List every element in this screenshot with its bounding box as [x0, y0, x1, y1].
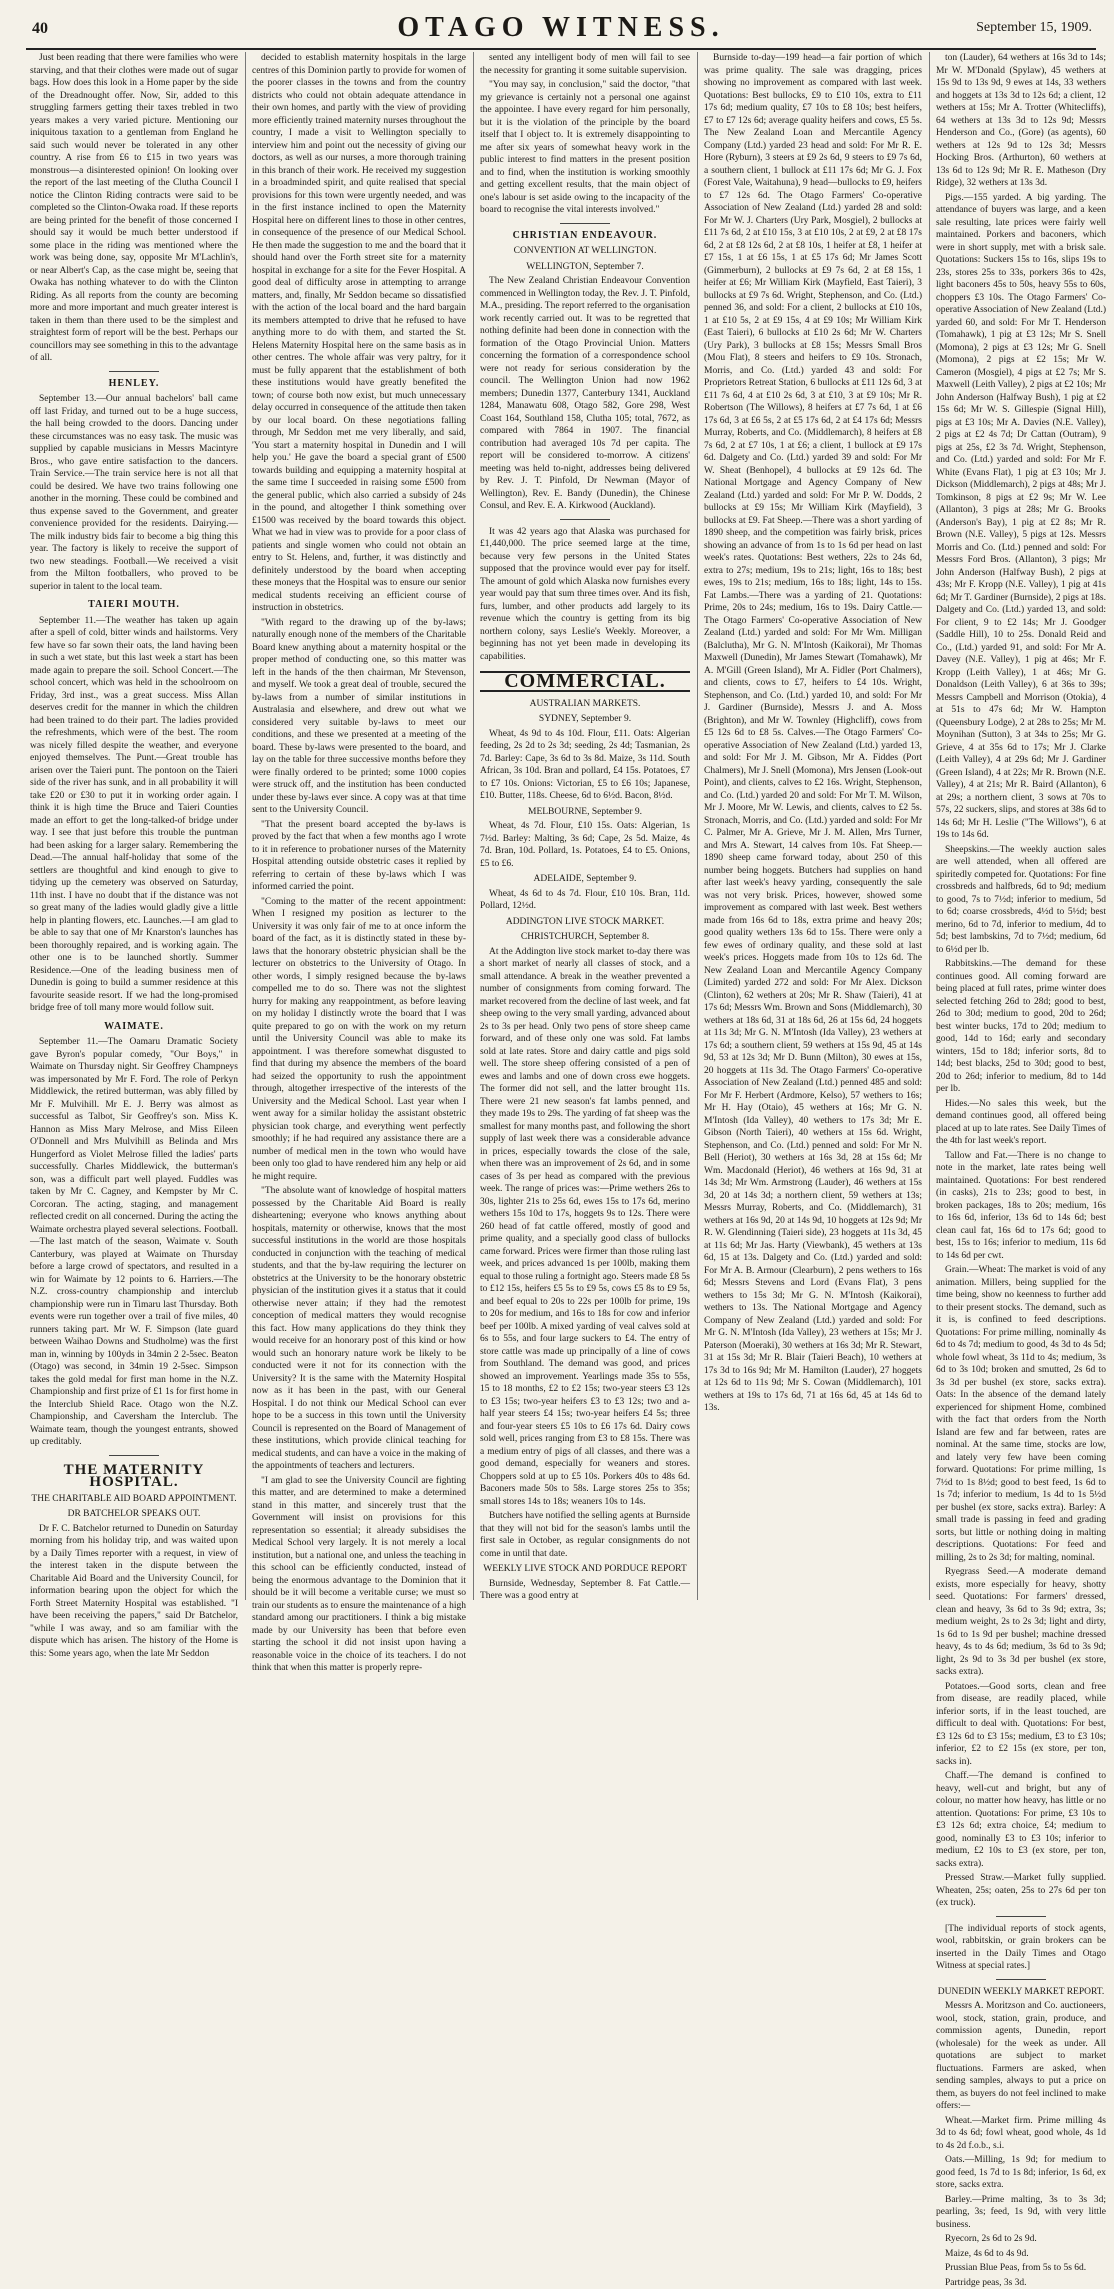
section-heading: HENLEY. — [30, 378, 238, 391]
dateline: ADELAIDE, September 9. — [480, 873, 690, 886]
section-heading: WAIMATE. — [30, 1021, 238, 1034]
column-rule — [473, 52, 474, 1600]
column-rule — [245, 52, 246, 1600]
dateline: MELBOURNE, September 9. — [480, 806, 690, 819]
divider — [996, 1916, 1046, 1917]
market-report: Sheepskins.—The weekly auction sales are well attended, when all offered are spiritedly competed for. Quotations: For fine crossbreds and halfbreds, 6d to 9d; medium to good, 7s to 7½d; inferior to medium, 5d to 6d; coarse crossbreds, 4½d to 5½d; best merino, 6d to 7d, inferior to medium, 4d to 5d; best lambskins, 7d to 7½d; medium, 6d to 6½d per lb. — [936, 844, 1106, 957]
market-report: Partridge peas, 3s 3d. — [936, 2277, 1106, 2289]
dateline: WELLINGTON, September 7. — [480, 261, 690, 274]
divider — [560, 519, 610, 520]
column-3 — [480, 52, 690, 1602]
article-subheading: WEEKLY LIVE STOCK AND PORDUCE REPORT — [480, 1563, 690, 1576]
market-report: Wheat, 4s 6d to 4s 7d. Flour, £10 10s. Bran, 11d. Pollard, 12½d. — [480, 888, 690, 913]
section-heading: CHRISTIAN ENDEAVOUR. — [480, 230, 690, 243]
market-report: Wheat, 4s 7d. Flour, £10 15s. Oats: Algerian, 1s 7½d. Barley: Malting, 3s 6d; Cape, 2s 5d. Maize, 4s 7d. Bran, 10d. Pollard, 1s. Potatoes, £4 to £5. Onions, £5 to £6. — [480, 820, 690, 870]
article-headline: THE MATERNITY HOSPITAL. — [30, 1464, 238, 1489]
article-paragraph: September 11.—The Oamaru Dramatic Society gave Byron's popular comedy, "Our Boys," in Waimate on Thursday night. Sir Geoffrey Champneys was impersonated by Mr F. Ford. The role of Perkyn Middlewick, the retired butterman, was ably filled by Mr F. Mulvihill. Mr E. J. Berry was almost as successful as Talbot, Sir Geoffrey's son. Miss K. Hannon as Miss Mary Melrose, and Miss Eileen O'Donnell and Mrs Mulvihill as Belinda and Mrs Hungerford as Violet Melrose filled the ladies' parts successfully. Charles Middlewick, the butterman's son, was a difficult part well played. Fuddles was taken by Mr C. Cagney, and Kempster by Mr C. Corcoran. The acting, staging, and management reflected credit on all concerned. During the acting the Waimate orchestra played several selections. Football.—The last match of the season, Waimate v. South Canterbury, was played at Waimate on Thursday before a large crowd of spectators, and resulted in a win for Waimate by 12 points to 6. Harriers.—The N.Z. cross-country championship and interclub championship were run in Timaru last Thursday. Both events were run together over a trail of five miles, 40 runners taking part. Mr W. F. Simpson (late guard between Waihao Downs and Studholme) was the first man in, winning by 100yds in 34min 2 2-5sec. Beaton (Otago) was second, in 34min 19 2-5sec. Simpson takes the gold medal for first man home in the N.Z. Championship and first prize of £1 1s for first home in the Interclub Shield Race. Otago won the N.Z. Championship, and Caversham the Interclub. The Waimate team, though the youngest entrants, showed up creditably. — [30, 1036, 238, 1449]
article-subheading: AUSTRALIAN MARKETS. — [480, 698, 690, 711]
commercial-headline: COMMERCIAL. — [480, 671, 690, 692]
article-paragraph: "That the present board accepted the by-laws is proved by the fact that when a few months ago I wrote to it in reference to probationer nurses of the Maternity Hospital attending outside obstetric cases it replied by referring to certain of these by-laws which I was informed carried the point. — [252, 819, 466, 894]
article-paragraph: "Coming to the matter of the recent appointment: When I resigned my position as lecturer to the University it was only fair of me to at once inform the board of the fact, as it is distinctly stated in these by-laws that the honorary obstetric physician shall be the lecturer on obstetrics to the University of Otago. In other words, I simply resigned because the by-laws compelled me to do so. There was not the slightest hurry for making any reappointment, as before leaving on my holiday I distinctly wrote the board that I was quite prepared to go on with the work on my return until the University Council was able to make its appointment. I was therefore somewhat disgusted to find that during my absence the members of the board had seized the opportunity to rush the appointment through, altogether irrespective of the interests of the University and the Medical School. Last year when I went away for a similar holiday the assistant obstetric physician took charge, and everything went perfectly smoothly; if he had required any assistance there are a number of medical men in the town who would have been only too glad to have rendered him any help or aid he might require. — [252, 896, 466, 1184]
market-report: Barley.—Prime malting, 3s to 3s 3d; pearling, 3s; feed, 1s 9d, with very little business. — [936, 2194, 1106, 2232]
article-paragraph: The New Zealand Christian Endeavour Convention commenced in Wellington today, the Rev. J. T. Pinfold, M.A., presiding. The report referred to the organisation work recently carried out. It was to be regretted that nothing definite had been done in connection with the formation of the Otago Provincial Union. Matters concerning the formation of a correspondence school were not ready for serious consideration by the council. The Wellington Union had now 1962 members; Dunedin 1377, Canterbury 1341, Auckland 1284, Manawatu 608, Otago 582, Gore 298, West Coast 164, Southland 158, Clutha 105; total, 7672, as compared with 7864 in 1907. The financial contribution had averaged 10s 7d per capita. The report will be considered to-morrow. A citizens' meeting was held to-night, addresses being delivered by Rev. J. T. Pinfold, Dr Newman (Mayor of Wellington), Rev. E. Bandy (Dunedin), the Chinese Consul, and Rev. E. A. Kirkwood (Auckland). — [480, 275, 690, 513]
article-subheading: THE CHARITABLE AID BOARD APPOINTMENT. — [30, 1493, 238, 1506]
column-2 — [252, 52, 466, 1602]
newspaper-title: OTAGO WITNESS. — [26, 12, 1096, 44]
divider — [560, 223, 610, 224]
page-number: 40 — [32, 20, 48, 38]
article-paragraph: "You may say, in conclusion," said the doctor, "that my grievance is certainly not a personal one against the appointee. I have every regard for him personally, but it is the violation of the principle by the board itself that I object to. It is extremely disappointing to me after six years of somewhat heavy work in the public interest to find matters in the present position and to find, when the institution is working smoothly and getting excellent results, that the main object of one's labour is set aside owing to the incapacity of the board to recognise the vital interests involved." — [480, 79, 690, 217]
article-paragraph: It was 42 years ago that Alaska was purchased for £1,440,000. The price seemed large at the time, because very few persons in the United States supposed that the province would ever pay for itself. The amount of gold which Alaska now furnishes every year would pay that sum three times over. And its fish, furs, lumber, and other products add largely to its revenue which the country is getting from its big northern colony, says Leslie's Weekly. Moreover, a beginning has not yet been made in developing its capabilities. — [480, 526, 690, 664]
market-report: Burnside, Wednesday, September 8. Fat Cattle.—There was a good entry at — [480, 1578, 690, 1603]
column-1 — [30, 52, 238, 1602]
article-paragraph: decided to establish maternity hospitals in the large centres of this Dominion partly to provide for women of the poorer classes in the towns and from the country districts who could not obtain adequate attendance in their own homes, and partly with the view of providing more efficiently trained maternity nurses throughout the country, I made a visit to Wellington specially to interview him and point out the necessity of giving our doctors, as well as our nurses, a more thorough training in this branch of their work. He received my suggestion in a broadminded spirit, and quite realised that special provisions for this town were urgently needed, and was in the first instance inclined to open the Maternity Hospital here on different lines to those in other centres, in consequence of the presence of our Medical School. He then made the suggestion to me and the board that it should hand over the Forth street site for a maternity hospital in exchange for a site for the Fever Hospital. A good deal of difficulty arose in attempting to arrange matters, and, finally, Mr Seddon became so dissatisfied with the action of the local board and the hard bargain its members attempted to drive that he refused to have anything more to do with them, and started the St. Helens Maternity Hospital here on the same basis as in other centres. The whole affair was very paltry, for it must be fully apparent that the establishment of both these institutions would have greatly benefited the town; of course both now exist, but much unnecessary delay occurred in consequence of the attitude then taken by our local board. On these negotiations falling through, Mr Seddon met me very liberally, and said, 'You start a maternity hospital in Dunedin and I will help you.' He gave the board a special grant of £500 towards building and equipping a maternity hospital at the same time I succeeded in raising some £500 from the general public, which also carried a subsidy of 24s in the pound, and altogether I think something over £1500 was received by the board towards this object. What we had in view was to provide for a poor class of patients and single women who could not obtain an entry to St. Helens, and, further, it was distinctly and definitely understood by the board when accepting these moneys that the Hospital was to ensure our senior medical students receiving an efficient course of instruction in obstetrics. — [252, 52, 466, 615]
market-report: Ryecorn, 2s 6d to 2s 9d. — [936, 2233, 1106, 2246]
market-report: Maize, 4s 6d to 4s 9d. — [936, 2248, 1106, 2261]
market-report: Oats.—Milling, 1s 9d; for medium to good feed, 1s 7d to 1s 8d; inferior, 1s 6d, ex store, sacks extra. — [936, 2154, 1106, 2192]
article-paragraph: September 11.—The weather has taken up again after a spell of cold, bitter winds and hailstorms. Very few have so far sown their oats, the land having been in such a wet state, but this last week a start has been made again to prepare the soil. School Concert.—The school concert, which was held in the schoolroom on Friday, 3rd inst., was a great success. Miss Allan deserves credit for the manner in which the children had been trained to do their part. The ladies provided the refreshments, which were of the best. The room was nicely filled despite the weather, and everyone enjoyed themselves. The Punt.—Great trouble has arisen over the Taieri punt. The pontoon on the Taieri side of the river has sunk, and in all probability it will take £20 or £30 to put it in working order again. I think it is high time the Bruce and Taieri Counties made an effort to get the long-talked-of bridge under way. I see that just before this trouble the puntman had been asking for a larger salary. Remembering the Dead.—The annual half-holiday that some of the settlers are thoughtful and kind enough to give to tidying up the cemetery was observed on Saturday, 11th inst. I have no doubt that if the distance was not so great many of the ladies would gladly give a little help in planting flowers, etc. Launches.—I am glad to be able to say that one of Mr Knarston's launches has been thoroughly repaired, and is working again. The other one is to be launched shortly. Summer Residence.—One of the leading business men of Dunedin is going to build a summer residence at this favourite seaside resort. If we had the long-promised bridge free of toll many more would follow suit. — [30, 615, 238, 1015]
market-report: At the Addington live stock market to-day there was a short market of nearly all classes of stock, and a small attendance. A break in the weather prevented a number of consignments from coming forward. The market recovered from the decline of last week, and fat sheep owing to the very small yarding, advanced about 2s to 3s per head. Only two pens of store sheep came forward, and of these only one was sold. Fat lambs sold at late rates. Store and dairy cattle and pigs sold well. The store sheep offering consisted of a pen of ewes and lambs and one of down cross ewe hoggets. The former did not sell, and the latter brought 11s. There were 21 new season's fat lambs penned, and they made 19s to 29s. The yarding of fat sheep was the smallest for many months past, and following the short supply of last week there was a considerable advance in prices, especially towards the close of the sale, when there was an improvement of 2s 6d, and in some cases of 3s per head as compared with the previous week. The range of prices was:—Prime wethers 26s to 30s, lighter 21s to 25s 6d, ewes 15s to 17s 6d, merino wethers 15s 10d to 17s, hoggets 9s to 12s. There were 260 head of fat cattle offered, mostly of good and prime quality, and a specially good class of bullocks came forward. Prices were firmer than those ruling last week, and prices advanced 1s per 100lb, making them equal to those ruling a fortnight ago. Steers made £8 5s to £12 15s, heifers £5 5s to £9 5s, cows £5 8s to £9 5s, and beef equal to 20s to 22s per 100lb for prime, 19s to 20s for medium, and 16s to 18s for cow and inferior beef per 100lb. A mixed yarding of veal calves sold at 6s to 55s, and four large suckers to £4. The entry of store cattle was made up principally of a line of cows from Southland. The demand was good, and prices showed an improvement. Yearlings made 35s to 55s, 15 to 18 months, £2 to £2 15s; two-year steers £3 12s to £3 15s; two-year heifers £3 to £3 12s; two and a-half year steers £4 15s; two-year heifers £4 5s; three and four-year steers £5 10s to £6 17s 6d. Dairy cows sold well, prices ranging from £3 to £8 15s. There was a medium entry of pigs of all classes, and there was a good demand, especially for weaners and stores. Choppers sold at up to £5 10s. Porkers 40s to 48s 6d. Baconers made 50s to 58s. Large stores 25s to 35s; small stores 14s to 18s; weaners 10s to 14s. — [480, 946, 690, 1509]
article-subheading: ADDINGTON LIVE STOCK MARKET. — [480, 916, 690, 929]
market-report: Rabbitskins.—The demand for these continues good. All coming forward are being placed at full rates, prime winter does selected fetching 26d to 28d; good to best, 26d to 30d; medium to good, 20d to 26d; best winter bucks, 17d to 20d; medium to good, 14d to 16d; early and secondary winters, 15d to 18d; inferior sorts, 8d to 14d; best blacks, 25d to 30d; good to best, 20d to 26d; inferior to medium, 8d to 14d per lb. — [936, 958, 1106, 1096]
article-paragraph: Just been reading that there were families who were starving, and that their clothes were made out of sugar bags. How does this look in a Home paper by the side of the Dreadnought offer. Now, Sir, added to this struggling farmers getting their taxes trebled in two years makes a very varied picture. Mentioning our iniquitous taxation to a gentleman from England he said such would never be tolerated in any other country. A rise from £6 to £15 in two years was monstrous—a disinterested opinion! On looking over the report of the last meeting of the Clutha Council I notice the Clinton Riding contracts were said to be completed so the Clinton-Owaka road. If these reports are being printed for the benefit of those concerned I should say it would be much better understood if some place in the riding was mentioned where the work was being done, say, opposite Mr M'Lachlin's, or near Albert's Cap, as the case might be, seeing that Owaka has nothing whatever to do with the Clinton Riding. As all reports from the county are becoming more and more important and much greater interest is taken in them than there used to be the simplest and straightest form of report will be the best. Perhaps our councillors may see something in this to the advantage of all. — [30, 52, 238, 365]
market-report: Pigs.—155 yarded. A big yarding. The attendance of buyers was large, and a keen sale resulting, late prices were fairly well maintained. Porkers and baconers, which were in short supply, met with a brisk sale. Quotations: Suckers 15s to 16s, slips 19s to 23s, stores 25s to 33s, porkers 36s to 42s, light baconers 45s to 50s, heavy 55s to 60s, choppers £3 10s. The Otago Farmers' Co-operative Association of New Zealand (Ltd.) yarded 60, and sold: For Mr T. Henderson (Tomahawk), 1 pig at £3 12s; Mr S. Snell (Momona), 2 pigs at £3 12s; Mr G. Snell (Momona), 2 pigs at £2 15s; Mr W. Cameron (Mosgiel), 4 pigs at £2 7s; Mr S. Maxwell (Leith Valley), 2 pigs at £2 10s; Mr John Anderson (Halfway Bush), 1 pig at £2 15s 6d; Mr W. S. Gillespie (Signal Hill), pigs at £3 10s; Mr A. Davies (N.E. Valley), 2 pigs at £2 4s 7d; Dr Cattan (Outram), 9 pigs at 25s, £2 3s 7d. Wright, Stephenson, and Co. (Ltd.) yarded and sold: For Mr F. White (Evans Flat), 1 pig at £3 10s; Mr J. Dickson (Middlemarch), 2 pigs at 48s; Mr J. Tomkinson, 8 pigs at £2 9s; Mr W. Lee (Allanton), 3 pigs at 28s; Mr G. Brooks (Anderson's Bay), 1 pig at £2 8s; Mr R. Brown (N.E. Valley), 5 pigs at 12s. Messrs Morris and Co. (Ltd.) penned and sold: For Messrs Ford Bros. (Allanton), 3 pigs; Mr John Anderson (Halfway Bush), 2 pigs at 43s; Mr F. Kropp (N.E. Valley), 1 pig at 41s 6d; Mr T. Gardiner (Burnside), 2 pigs at 18s. Dalgety and Co. (Ltd.) yarded 13, and sold: For client, 9 to £2 14s; Mr J. Goodger (Saddle Hill), 10 to 25s. Donald Reid and Co., (Ltd.) yarded 91, and sold: For Mr A. Davey (N.E. Valley), 1 pig at 46s; Mr F. Kropp (Leith Valley), 1 at 46s; Mr G. Donaldson (Leith Valley), 6 at 36s to 39s; Messrs Campbell and Morrison (Otokia), 4 at 51s to 47s 6d; Mr W. Hampton (Queensbury Lodge), 2 at 28s to 25s; Mr M. Moynihan (Sutton), 3 at 34s to 25s; Mr G. Grieve, 4 at 35s 6d to 17s; Mr J. Clarke (Leith Valley), 4 at 29s 6d; Mr J. Gardiner (Green Island), 4 at 22s; Mr R. Brown (N.E. Valley), 4 at 21s; Mr R. Baird (Allanton), 6 at 29s; a northern client, 3 sows at 70s to 57s, 22 suckers, slips, and stores at 38s 6d to 14s 6d; Mr H. Leslie ("The Willows"), 6 at 19s to 14s 6d. — [936, 192, 1106, 842]
article-subheading: CONVENTION AT WELLINGTON. — [480, 245, 690, 258]
column-rule — [697, 52, 698, 1600]
divider — [109, 371, 159, 372]
issue-date: September 15, 1909. — [976, 20, 1092, 36]
divider — [996, 1979, 1046, 1980]
dateline: CHRISTCHURCH, September 8. — [480, 931, 690, 944]
market-report: Prussian Blue Peas, from 5s to 5s 6d. — [936, 2262, 1106, 2275]
market-report: Pressed Straw.—Market fully supplied. Wheaten, 25s; oaten, 25s to 27s 6d per ton (ex truck). — [936, 1872, 1106, 1910]
dateline: SYDNEY, September 9. — [480, 713, 690, 726]
article-subheading: DUNEDIN WEEKLY MARKET REPORT. — [936, 1986, 1106, 1999]
article-subheading: DR BATCHELOR SPEAKS OUT. — [30, 1508, 238, 1521]
article-paragraph: "With regard to the drawing up of the by-laws; naturally enough none of the members of the Charitable Board knew anything about a maternity hospital or the proper method of conducting one, so this matter was left in the hands of the then chairman, Mr Stevenson, and myself. We took a great deal of trouble, secured the by-laws from a number of similar institutions in Australasia and elsewhere, and drew out what we considered very suitable by-laws to meet our conditions, and these we presented at a meeting of the board. These by-laws were presented to the board, and lay on the table for three successive months before they were finally ordered to be printed; some 1000 copies were struck off, and the institution has been conducted under these by-laws ever since. A copy was at that time sent to the University Council. — [252, 617, 466, 817]
market-report: Tallow and Fat.—There is no change to note in the market, late rates being well maintained. Quotations: For best rendered (in casks), 21s to 23s; good to best, in broken packages, 18s to 20s; medium, 16s to 16s 6d, inferior, 13s 6d to 14s 6d; best clean caul fat, 16s 6d to 17s 6d; good to best, 15s to 16s; inferior to medium, 11s 6d to 14s 6d per cwt. — [936, 1150, 1106, 1263]
market-report: Hides.—No sales this week, but the demand continues good, all offered being placed at up to late rates. See Daily Times of the 4th for last week's report. — [936, 1098, 1106, 1148]
divider — [109, 1455, 159, 1456]
market-report: Wheat.—Market firm. Prime milling 4s 3d to 4s 6d; fowl wheat, good whole, 4s 1d to 4s 2d f.o.b., s.i. — [936, 2115, 1106, 2153]
editorial-note: [The individual reports of stock agents, wool, rabbitskin, or grain brokers can be inserted in the Daily Times and Otago Witness at special rates.] — [936, 1923, 1106, 1973]
article-paragraph: Dr F. C. Batchelor returned to Dunedin on Saturday morning from his holiday trip, and was waited upon by a Daily Times reporter with a request, in view of the interest taken in the dispute between the Charitable Aid Board and the University Council, for information bearing upon the object for which the Forth Street Maternity Hospital was established. "I have been receiving the papers," said Dr Batchelor, "while I was away, and so am familiar with the dispute which has arisen. The history of the Home is this: Some years ago, when the late Mr Seddon — [30, 1523, 238, 1661]
column-5 — [936, 52, 1106, 1602]
article-paragraph: sented any intelligent body of men will fail to see the necessity for granting it some suitable supervision. — [480, 52, 690, 77]
article-paragraph: "The absolute want of knowledge of hospital matters possessed by the Charitable Aid Board is really disheartening; everyone who knows anything about hospitals, maternity or otherwise, knows that the most successful institutions in the world are those hospitals conducted in conjunction with the teaching of medical students, and that the by-law requiring the lecturer on obstetrics at the University to be the honorary obstetric physician of the institution gives it a status that it could otherwise never attain; if they had the remotest conception of medical matters they would recognise this fact. How many applications do they think they would receive for an honorary post of this kind or how would such an honorary nature work be likely to be conducted were it not for its connection with the University? It is the same with the Maternity Hospital now as it has been in the past, with our General Hospital. I do not think our Medical School can ever hope to be a success in this town until the University Council is represented on the Board of Management of these institutions, which provide clinical teaching for medical students, and can have a voice in the making of the appointments of teachers and lecturers. — [252, 1185, 466, 1473]
market-report: Messrs A. Moritzson and Co. auctioneers, wool, stock, station, grain, produce, and commission agents, Dunedin, report (wholesale) for the week as under. All quotations are subject to market fluctuations. Farmers are asked, when sending samples, always to put a price on them, as buyers do not feel inclined to make offers:— — [936, 2000, 1106, 2113]
market-report: Burnside to-day—199 head—a fair portion of which was prime quality. The sale was dragging, prices showing no improvement as compared with last week. Quotations: Best bullocks, £9 to £10 10s, extra to £11 17s 6d; medium quality, £7 10s to £8 10s; best heifers, £7 to £7 12s 6d; average quality heifers and cows, £5 5s. The New Zealand Loan and Mercantile Agency Company (Ltd.) yarded 23 head and sold: For Mr R. E. Hore (Ryburn), 3 steers at £9 2s 6d, 9 steers to £9 7s 6d, a southern client, 1 bullock at £11 17s 6d; Mr G. J. Fox (Forest Vale, Waitahuna), 9 head—bullocks to £9, heifers to £7 12s 6d. The Otago Farmers' Co-operative Association of New Zealand (Ltd.) yarded 28 and sold: For Mr W. J. Charters (Ury Park, Mosgiel), 2 bullocks at £11 7s 6d, 2 at £10 15s, 3 at £10 10s, 2 at £9, 2 at £8 17s 6d, 2 at £8 12s 6d, 2 at £8 10s, 1 heifer at £8, 1 heifer at £7 15s, 1 at £6 15s, 1 at £5 17s 6d; Mr James Scott (Gimmerburn), 2 bullocks at £9 7s 6d, 2 at £8 15s, 1 heifer at £6; Mr William Kirk (Mayfield, East Taieri), 3 bullocks at £9 7s 6d. Wright, Stephenson, and Co. (Ltd.) penned 36, and sold: For a client, 2 bullocks at £10 10s, 1 at £10 5s, 2 at £9 15s, 4 at £9 10s; Mr William Kirk (East Taieri), 6 bullocks at £10 2s 6d; Mr W. Charters (Ury Park), 3 bullocks at £8 15s; Messrs Small Bros (Mou Flat), 8 steers and heifers to £9 10s. Stronach, Morris, and Co. (Ltd.) yarded 43 and sold: For Proprietors Retreat Station, 6 bullocks at £11 12s 6d, 3 at £11 7s 6d, 4 at £10 2s 6d, 3 at £10, 3 at £9 10s; Mr R. Robertson (The Willows), 8 heifers at £7 7s 6d, 1 at £6 17s 6d, 3 at £6 5s, 2 at £5 17s 6d, 2 at £4 17s 6d; Messrs Murray, Roberts, and Co. (Middlemarch), 8 heifers at £8 7s 6d, 2 at £7 10s, 1 at £6; a client, 1 bullock at £9 17s 6d. Dalgety and Co. (Ltd.) yarded 39 and sold: For Mr W. Sheat (Benhopel), 4 bullocks at £9 12s 6d. The National Mortgage and Agency Company of New Zealand (Ltd.) yarded and sold: For Mr P. W. Dodds, 2 bullocks at £9 15s; Mr William Kirk (Mayfield), 3 bullocks at £9. Fat Sheep.—There was a short yarding of 1890 sheep, and the competition was fairly brisk, prices showing an advance of from 1s to 1s 6d per head on last week's rates. Quotations: Best wethers, 22s to 24s 6d, extra to 27s; medium, 19s to 21s; light, 16s to 18s; best ewes, 19s to 21s; medium, 16s to 18s; light, 14s to 15s. Fat Lambs.—There was a yarding of 21. Quotations: Prime, 20s to 24s; medium, 16s to 19s. Dairy Cattle.—The Otago Farmers' Co-operative Association of New Zealand (Ltd.) yarded and sold: For Mr Wm. Milligan (Balclutha), Mr G. N. M'Intosh (Kaikorai), Mr Thomas Maxwell (Dunedin), Mr James Stewart (Tomahawk), Mr A. M'Gill (Green Island), Mr A. Fidler (Port Chalmers), and clients, cows to £7, heifers to £4 10s. Wright, Stephenson, and Co. (Ltd.) yarded 10, and sold: For Mr J. Gardiner (Burnside), Messrs J. and A. Moss (Brighton), and Mr W. Townley (Highcliff), cows from £5 12s 6d to £8 5s. Calves.—The Otago Farmers' Co-operative Association of New Zealand (Ltd.) yarded 13, and sold: For Mr J. M. Gibson, Mr A. Fiddes (Port Chalmers), Mr J. Snell (Momona), Mrs Jensen (Look-out Point), and clients, calves to £2 16s. Wright, Stephenson, and Co. (Ltd.) yarded 20 and sold: For Mr T. M. Wilson, Mr J. Moore, Mr W. Lewis, and clients, calves to £2 5s. Stronach, Morris, and Co. (Ltd.) yarded and sold: For Mr C. Palmer, Mr A. Grieve, Mr J. M. Allen, Mrs Turner, and Mrs A. Stewart, 14 calves from 10s. Fat Sheep.—1890 sheep came forward today, about 250 of this number being hoggets. Butchers had supplies on hand after last week's heavy yarding, consequently the sale was not very brisk. Prices, however, showed some improvement as compared with last week. Best wethers made from 16s 6d to 18s, extra prime and heavy 20s; good quality wethers 13s 6d to 15s. There were only a few ewes of ordinary quality, and these sold at last week's prices. Hoggets made from 10s to 12s 6d. The New Zealand Loan and Mercantile Agency Company (Limited) yarded 272 and sold: For Mr Alex. Dickson (Clinton), 62 wethers at 20s; Mr R. Shaw (Taieri), 41 at 17s 6d; Messrs Wm. Brown and Sons (Middlemarch), 30 wethers at 18s 6d, 31 at 18s 6d, 26 at 15s 6d, 24 hoggets at 11s 3d; Mr G. N. M'Intosh (Ida Valley), 23 wethers at 17s 6d; a southern client, 59 wethers at 15s 9d, 45 at 14s 9d, 53 at 12s 3d; Mr D. Bunn (Milton), 30 ewes at 15s, 20 hoggets at 11s 3d. The Otago Farmers' Co-operative Association of New Zealand (Ltd.) penned 485 and sold: For Mr F. Herbert (Ardmore, Kelso), 57 wethers to 16s; Mr H. Hay (Otaio), 45 wethers at 16s; Mr G. N. M'Intosh (Ida Valley), 40 wethers to 17s 3d; Mr E. Gibson (North Taieri), 40 wethers at 15s 6d. Wright, Stephenson, and Co. (Ltd.) penned and sold: For Mr N. Bell (Heriot), 30 wethers at 16s 3d, 28 at 15s 6d; Mr Wm. Macdonald (Heriot), 46 wethers at 16s 9d, 31 at 14s 3d; Mr Wm. Armstrong (Lauder), 46 wethers at 15s 3d, 20 at 14s 3d; a northern client, 59 wethers at 13s; Messrs Murray, Roberts, and Co. (Middlemarch), 31 wethers at 16s 9d, 20 at 14s 9d, 10 hoggets at 12s 9d; Mr R. W. Glendinning (Taieri side), 23 hoggets at 11s 3d, 45 at 11s 6d; Mr Jas. Harty (Viewbank), 45 wethers at 13s 6d, 15 at 13s. Dalgety and Co. (Ltd.) yarded and sold: For Mr A. B. Armour (Clearburn), 2 pens wethers to 16s 6d; Messrs Stevens and Lord (Evans Flat), 3 pens wethers to 15s 3d; Mr G. N. M'Intosh (Kaikorai), wethers to 13s. The National Mortgage and Agency Company of New Zealand (Ltd.) yarded and sold: For Mr G. N. M'Intosh (Ida Valley), 23 wethers at 15s; Mr J. Paterson (Moeraki), 30 wethers at 16s 3d; Mr R. Stewart, 31 at 15s 3d; Mr R. Blair (Taieri Beach), 10 wethers at 17s 3d to 16s 9d; Mr M. Hamilton (Lauder), 27 hoggets at 12s 6d to 11s 9d; Mr S. Cowan (Middlemarch), 101 wethers at 19s to 17s 6d, 71 at 16s 6d, 45 at 14s 6d to 13s. — [704, 52, 922, 1415]
article-paragraph: September 13.—Our annual bachelors' ball came off last Friday, and turned out to be a huge success, the hall being crowded to the doors. Dancing under these circumstances was no easy task. The music was supplied by capable musicians in Messrs Macintyre Bros., who gave entire satisfaction to the dancers. Train Service.—The train service here is not all that could be desired. We have two trains following one another in the morning. These could be combined and thus expense saved to the Government, and greater convenience provided for the residents. Dairying.—The milk industry bids fair to become a big thing this year. The factory is likely to receive the support of two new steadings. Football.—We received a visit from the Milton footballers, who proved to be superior in talent to the local team. — [30, 393, 238, 593]
market-report: Wheat, 4s 9d to 4s 10d. Flour, £11. Oats: Algerian feeding, 2s 2d to 2s 3d; seeding, 2s 4d; Tasmanian, 2s 7d. Barley: Cape, 3s 6d to 3s 8d. Maize, 3s 11d. South African, 3s 10d. Bran and pollard, £4 15s. Potatoes, £7 to £7 10s. Onions: Victorian, £5 to £6 10s; Japanese, £10. Butter, 118s. Cheese, 6d to 6½d. Bacon, 8½d. — [480, 728, 690, 803]
market-report: Ryegrass Seed.—A moderate demand exists, more especially for heavy, shotty seed. Quotations: For farmers' dressed, clean and heavy, 3s 6d to 3s 9d; extra, 3s; medium weight, 2s to 2s 3d; light and dirty, 1s 6d to 1s 9d per bushel; machine dressed heavy, 4s to 4s 6d; medium, 3s 6d to 3s 9d; light, 2s 9d to 3s 3d per bushel (ex store, sacks extra). — [936, 1566, 1106, 1679]
market-report: Potatoes.—Good sorts, clean and free from disease, are readily placed, while inferior sorts, if in the least touched, are difficult to deal with. Quotations: For best, £3 12s 6d to £3 15s; medium, £3 to £3 10s; inferior, £2 to £2 15s (ex store, per ton, sacks in). — [936, 1681, 1106, 1769]
section-heading: TAIERI MOUTH. — [30, 599, 238, 612]
masthead — [26, 8, 1096, 50]
column-4 — [704, 52, 922, 1602]
article-paragraph: "I am glad to see the University Council are fighting this matter, and are determined to make a determined stand in this matter, and sincerely trust that the Government will insist on provisions for this representation so essential; it already subsidises the Medical School very largely. It is not merely a local institution, but a national one, and unless the teaching in this school can be efficiently conducted, instead of being the enormous advantage to the Dominion that it should be it will become a veritable curse; we must so train our students as to ensure the maintenance of a high standard among our practitioners. I think a big mistake made by our University has been that before even starting the school it did not insist upon having a reasonable voice in the choice of its teachers. I do not think that when this matter is properly repre- — [252, 1475, 466, 1675]
article-paragraph: Butchers have notified the selling agents at Burnside that they will not bid for the season's lambs until the first sale in October, as regular consignments do not come in until that date. — [480, 1510, 690, 1560]
market-report: ton (Lauder), 64 wethers at 16s 3d to 14s; Mr W. M'Donald (Spylaw), 45 wethers at 15s 9d to 13s 9d, 9 ewes at 14s, 33 wethers and hoggets at 13s 3d to 12s 6d; a client, 12 wethers at 15s; Mr A. Trotter (Whitecliffs), 64 wethers at 13s 3d to 12s 9d; Messrs Henderson and Co., (Gore) (as agents), 60 wethers at 12s 9d to 12s 3d; Messrs Hocking Bros. (Arthurton), 60 wethers at 13s 6d to 12s 9d; Mr R. E. Matheson (Dry Ridge), 32 wethers at 13s 3d. — [936, 52, 1106, 190]
market-report: Grain.—Wheat: The market is void of any animation. Millers, being supplied for the time being, show no keenness to further add to their present stocks. The demand, such as it is, is confined to feed descriptions. Quotations: For prime milling, nominally 4s 6d to 4s 7d; medium to good, 4s 3d to 4s 5d; whole fowl wheat, 3s 11d to 4s; medium, 3s 6d to 3s 10d; broken and smutted, 2s 6d to 3s 3d per bushel (ex store, sacks extra). Oats: In the absence of the demand lately experienced for shipment Home, combined with the fact that orders from the North Island are few and far between, rates are nominal. At the same time, stocks are low, and lately very few have been coming forward. Quotations: For prime milling, 1s 7½d to 1s 8½d; good to best feed, 1s 6d to 1s 7d; inferior to medium, 1s 4d to 1s 5½d per bushel (ex store, sacks extra). Barley: A small trade is passing in feed and grading sorts, but little or nothing doing in malting descriptions. Quotations: For feed and milling, 2s to 2s 3d; for malting, nominal. — [936, 1264, 1106, 1564]
market-report: Chaff.—The demand is confined to heavy, well-cut and bright, but any of colour, no matter how heavy, has little or no attention. Quotations: For prime, £3 10s to £3 12s 6d; extra choice, £4; medium to good, nominally £3 to £3 10s; inferior to medium, £2 10s to £3 (ex store, per ton, sacks extra). — [936, 1770, 1106, 1870]
column-rule — [929, 52, 930, 1600]
